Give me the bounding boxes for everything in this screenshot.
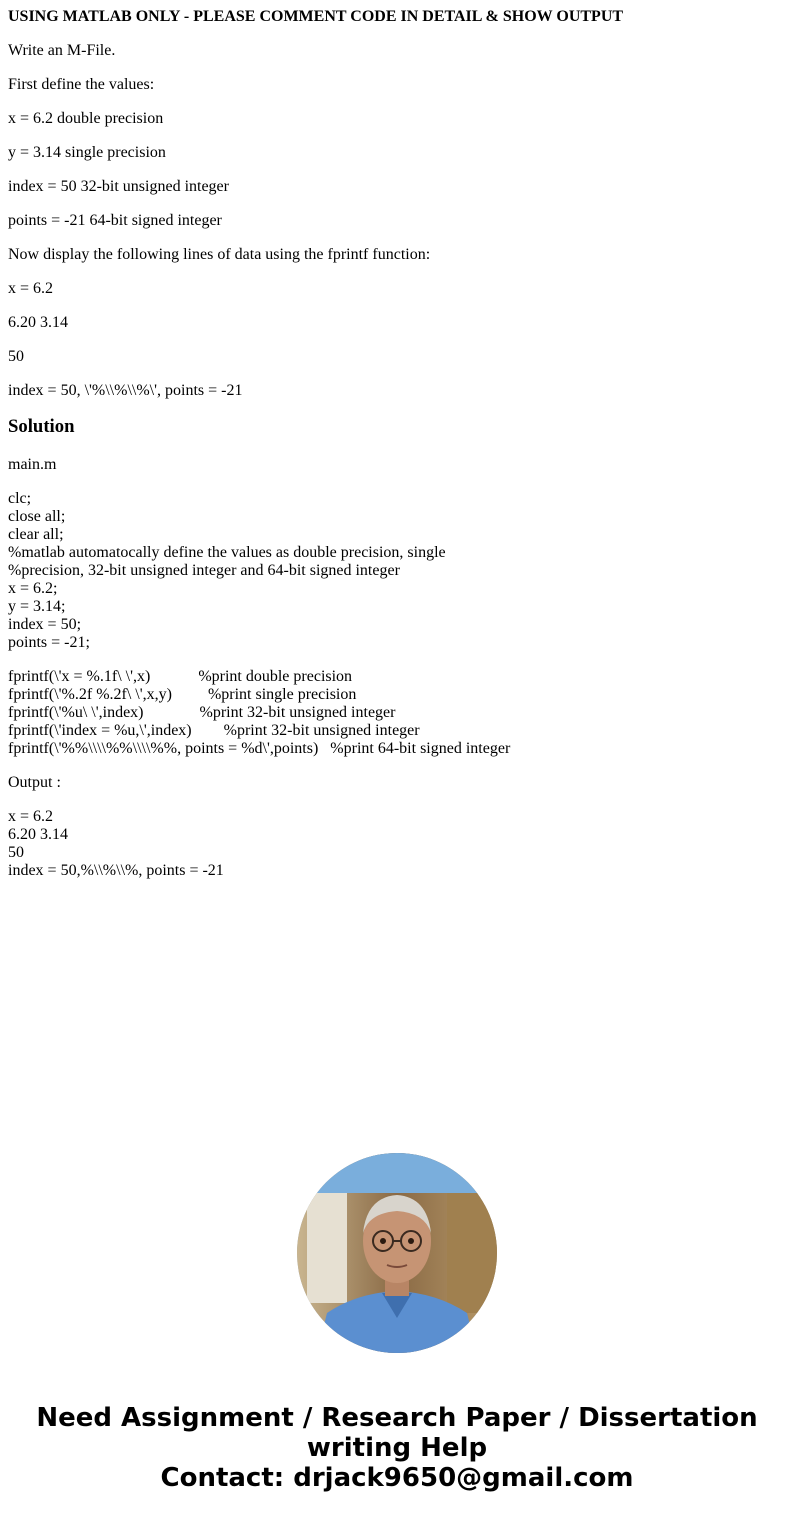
output-block <box>8 808 788 880</box>
question-line: points = -21 64-bit signed integer <box>8 212 222 229</box>
code-line: fprintf(\'%%\\\\%%\\\\%%, points = %d\',points) %print 64-bit signed integer <box>8 740 511 757</box>
output-line: index = 50,%\\%\\%, points = -21 <box>8 862 224 879</box>
solution-filename: main.m <box>8 456 57 473</box>
question-line: Write an M-File. <box>8 42 116 59</box>
code-line: fprintf(\'%u\ \',index) %print 32-bit unsigned integer <box>8 704 396 721</box>
question-line: x = 6.2 <box>8 280 54 297</box>
output-line: 6.20 3.14 <box>8 826 68 843</box>
promo-contact: Contact: drjack9650@gmail.com <box>160 1463 634 1493</box>
question-title: USING MATLAB ONLY - PLEASE COMMENT CODE IN DETAIL & SHOW OUTPUT <box>8 8 624 25</box>
question-line: x = 6.2 double precision <box>8 110 164 127</box>
code-line: fprintf(\'x = %.1f\ \',x) %print double precision <box>8 668 353 685</box>
code-line: close all; <box>8 508 66 525</box>
promo-line: writing Help <box>306 1433 488 1463</box>
question-line: Now display the following lines of data using the fprintf function: <box>8 246 431 263</box>
question-line: 6.20 3.14 <box>8 314 68 331</box>
code-block-setup <box>8 490 788 652</box>
question-line: First define the values: <box>8 76 155 93</box>
output-label: Output : <box>8 774 61 791</box>
code-line: fprintf(\'index = %u,\',index) %print 32-bit unsigned integer <box>8 722 420 739</box>
question-line: y = 3.14 single precision <box>8 144 166 161</box>
document-content <box>8 8 788 896</box>
solution-heading: Solution <box>8 416 75 437</box>
code-line: %matlab automatocally define the values as double precision, single <box>8 544 446 561</box>
code-line: clc; <box>8 490 32 507</box>
code-block-fprintf <box>8 668 788 758</box>
output-line: x = 6.2 <box>8 808 54 825</box>
question-line: index = 50 32-bit unsigned integer <box>8 178 229 195</box>
code-line: x = 6.2; <box>8 580 58 597</box>
code-line: fprintf(\'%.2f %.2f\ \',x,y) %print single precision <box>8 686 357 703</box>
code-line: index = 50; <box>8 616 82 633</box>
promo-line: Need Assignment / Research Paper / Dissertation <box>36 1403 758 1433</box>
author-avatar <box>297 1153 497 1353</box>
code-line: points = -21; <box>8 634 90 651</box>
code-line: y = 3.14; <box>8 598 66 615</box>
output-line: 50 <box>8 844 24 861</box>
author-portrait <box>297 1153 497 1353</box>
question-line: 50 <box>8 348 24 365</box>
question-line: index = 50, \'%\\%\\%\', points = -21 <box>8 382 243 399</box>
code-line: clear all; <box>8 526 64 543</box>
code-line: %precision, 32-bit unsigned integer and 64-bit signed integer <box>8 562 400 579</box>
promo-banner <box>0 1403 794 1493</box>
